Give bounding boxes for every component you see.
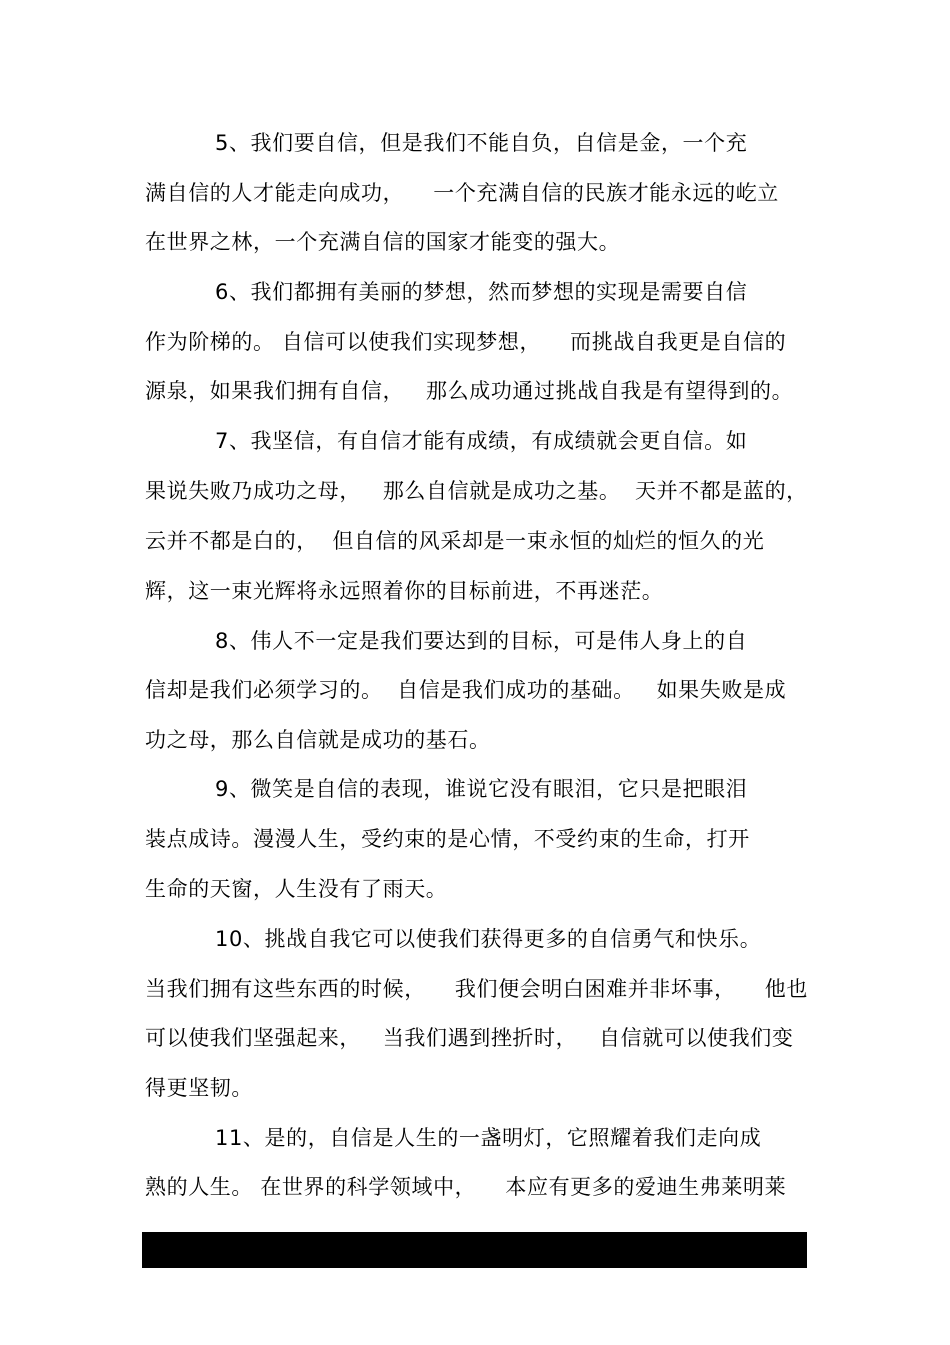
paragraph-10-line-1: 10、挑战自我它可以使我们获得更多的自信勇气和快乐。 xyxy=(215,927,762,951)
paragraph-10-line-3: 可以使我们坚强起来， 当我们遇到挫折时， 自信就可以使我们变 xyxy=(145,1026,794,1050)
paragraph-9-line-2: 装点成诗。漫漫人生，受约束的是心情，不受约束的生命，打开 xyxy=(145,827,750,851)
paragraph-7-line-1: 7、我坚信，有自信才能有成绩，有成绩就会更自信。如 xyxy=(215,429,748,453)
redaction-bar xyxy=(142,1232,807,1268)
paragraph-10-line-2: 当我们拥有这些东西的时候， 我们便会明白困难并非坏事， 他也 xyxy=(145,977,808,1001)
paragraph-7-line-3: 云并不都是白的， 但自信的风采却是一束永恒的灿烂的恒久的光 xyxy=(145,529,765,553)
paragraph-8-line-3: 功之母，那么自信就是成功的基石。 xyxy=(145,728,491,752)
paragraph-7-line-4: 辉，这一束光辉将永远照着你的目标前进，不再迷茫。 xyxy=(145,579,664,603)
paragraph-6-line-1: 6、我们都拥有美丽的梦想，然而梦想的实现是需要自信 xyxy=(215,280,748,304)
paragraph-5-line-2: 满自信的人才能走向成功， 一个充满自信的民族才能永远的屹立 xyxy=(145,181,779,205)
paragraph-6-line-3: 源泉，如果我们拥有自信， 那么成功通过挑战自我是有望得到的。 xyxy=(145,379,794,403)
paragraph-6-line-2: 作为阶梯的。 自信可以使我们实现梦想， 而挑战自我更是自信的 xyxy=(145,330,787,354)
paragraph-8-line-1: 8、伟人不一定是我们要达到的目标，可是伟人身上的自 xyxy=(215,629,748,653)
paragraph-9-line-1: 9、微笑是自信的表现，谁说它没有眼泪，它只是把眼泪 xyxy=(215,777,748,801)
paragraph-7-line-2: 果说失败乃成功之母， 那么自信就是成功之基。 天并不都是蓝的， xyxy=(145,479,808,503)
paragraph-11-line-2: 熟的人生。 在世界的科学领域中， 本应有更多的爱迪生弗莱明莱 xyxy=(145,1175,787,1199)
paragraph-5-line-3: 在世界之林，一个充满自信的国家才能变的强大。 xyxy=(145,230,621,254)
paragraph-8-line-2: 信却是我们必须学习的。 自信是我们成功的基础。 如果失败是成 xyxy=(145,678,787,702)
paragraph-5-line-1: 5、我们要自信，但是我们不能自负，自信是金，一个充 xyxy=(215,131,748,155)
paragraph-10-line-4: 得更坚韧。 xyxy=(145,1076,253,1100)
paragraph-11-line-1: 11、是的，自信是人生的一盏明灯，它照耀着我们走向成 xyxy=(215,1126,762,1150)
paragraph-9-line-3: 生命的天窗，人生没有了雨天。 xyxy=(145,877,448,901)
